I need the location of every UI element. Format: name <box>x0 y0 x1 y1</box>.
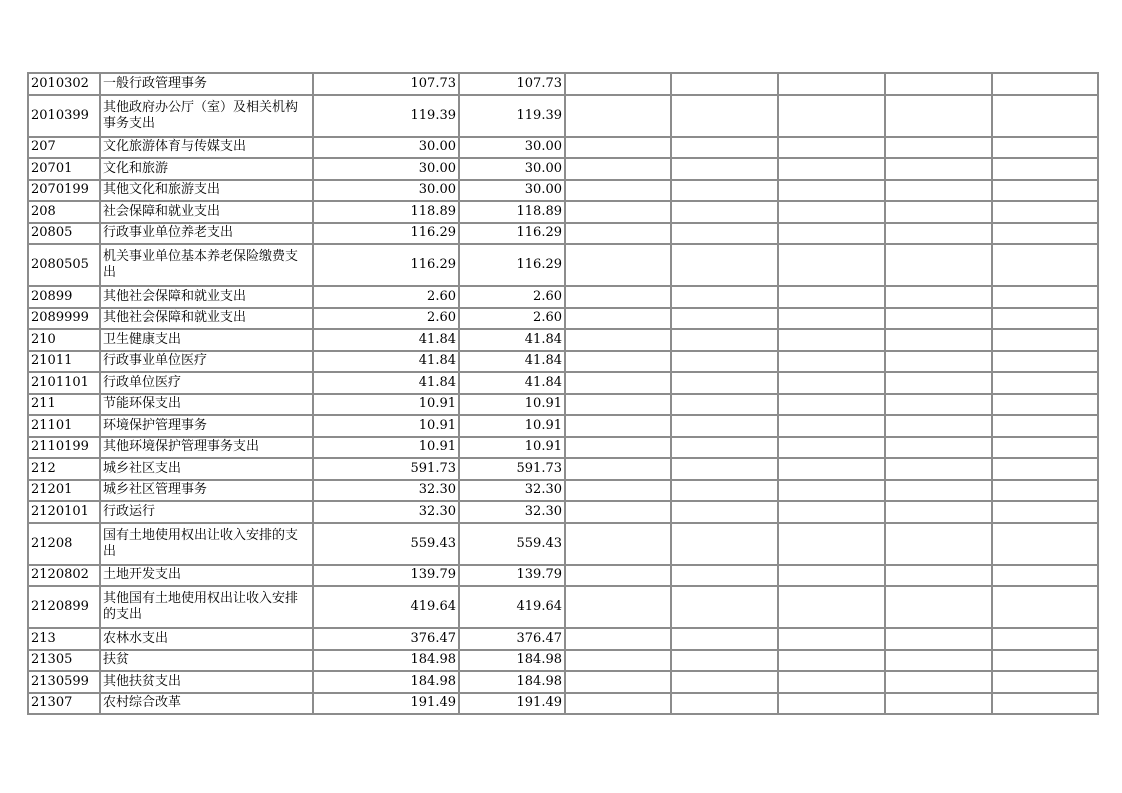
empty-cell <box>671 565 778 587</box>
empty-cell <box>671 458 778 480</box>
total-amount-cell: 41.84 <box>313 351 459 373</box>
empty-cell <box>885 394 992 416</box>
empty-cell <box>885 650 992 672</box>
subject-code-cell: 2010302 <box>28 73 100 95</box>
total-amount-cell: 30.00 <box>313 158 459 180</box>
basic-expenditure-cell: 10.91 <box>459 415 565 437</box>
subject-name-cell: 其他扶贫支出 <box>100 671 313 693</box>
empty-cell <box>671 201 778 223</box>
table-row <box>28 501 1098 523</box>
total-amount-cell: 419.64 <box>313 586 459 628</box>
empty-cell <box>992 671 1098 693</box>
subject-name-cell: 其他文化和旅游支出 <box>100 180 313 202</box>
empty-cell <box>885 458 992 480</box>
empty-cell <box>885 73 992 95</box>
subject-code-cell: 211 <box>28 394 100 416</box>
subject-code-cell: 20899 <box>28 286 100 308</box>
empty-cell <box>885 201 992 223</box>
table-row <box>28 523 1098 565</box>
empty-cell <box>885 586 992 628</box>
empty-cell <box>778 158 885 180</box>
total-amount-cell: 591.73 <box>313 458 459 480</box>
total-amount-cell: 30.00 <box>313 180 459 202</box>
total-amount-cell: 184.98 <box>313 671 459 693</box>
empty-cell <box>565 586 671 628</box>
basic-expenditure-cell: 30.00 <box>459 158 565 180</box>
subject-name-cell: 行政运行 <box>100 501 313 523</box>
empty-cell <box>992 329 1098 351</box>
table-row <box>28 693 1098 715</box>
empty-cell <box>565 372 671 394</box>
subject-name-cell: 其他社会保障和就业支出 <box>100 286 313 308</box>
empty-cell <box>671 286 778 308</box>
subject-code-cell: 20805 <box>28 223 100 245</box>
empty-cell <box>778 180 885 202</box>
basic-expenditure-cell: 116.29 <box>459 244 565 286</box>
empty-cell <box>671 586 778 628</box>
empty-cell <box>671 137 778 159</box>
empty-cell <box>778 329 885 351</box>
empty-cell <box>778 458 885 480</box>
empty-cell <box>885 565 992 587</box>
table-row <box>28 137 1098 159</box>
subject-name-cell: 环境保护管理事务 <box>100 415 313 437</box>
empty-cell <box>565 223 671 245</box>
subject-code-cell: 213 <box>28 628 100 650</box>
empty-cell <box>565 286 671 308</box>
empty-cell <box>778 244 885 286</box>
subject-code-cell: 2089999 <box>28 308 100 330</box>
total-amount-cell: 30.00 <box>313 137 459 159</box>
total-amount-cell: 10.91 <box>313 394 459 416</box>
subject-code-cell: 207 <box>28 137 100 159</box>
empty-cell <box>885 415 992 437</box>
table-row <box>28 286 1098 308</box>
empty-cell <box>778 693 885 715</box>
empty-cell <box>992 201 1098 223</box>
empty-cell <box>778 415 885 437</box>
empty-cell <box>671 628 778 650</box>
table-row <box>28 95 1098 137</box>
total-amount-cell: 10.91 <box>313 437 459 459</box>
empty-cell <box>885 693 992 715</box>
total-amount-cell: 119.39 <box>313 95 459 137</box>
subject-name-cell: 农村综合改革 <box>100 693 313 715</box>
empty-cell <box>778 95 885 137</box>
empty-cell <box>885 223 992 245</box>
total-amount-cell: 10.91 <box>313 415 459 437</box>
empty-cell <box>992 523 1098 565</box>
basic-expenditure-cell: 116.29 <box>459 223 565 245</box>
basic-expenditure-cell: 191.49 <box>459 693 565 715</box>
empty-cell <box>885 351 992 373</box>
table-row <box>28 415 1098 437</box>
basic-expenditure-cell: 41.84 <box>459 351 565 373</box>
empty-cell <box>778 223 885 245</box>
table-row <box>28 244 1098 286</box>
empty-cell <box>778 308 885 330</box>
empty-cell <box>778 650 885 672</box>
empty-cell <box>992 480 1098 502</box>
subject-code-cell: 212 <box>28 458 100 480</box>
empty-cell <box>778 628 885 650</box>
subject-name-cell: 一般行政管理事务 <box>100 73 313 95</box>
empty-cell <box>885 158 992 180</box>
empty-cell <box>671 501 778 523</box>
subject-code-cell: 21101 <box>28 415 100 437</box>
subject-code-cell: 2070199 <box>28 180 100 202</box>
empty-cell <box>565 244 671 286</box>
table-row <box>28 223 1098 245</box>
table-row <box>28 458 1098 480</box>
subject-code-cell: 2120802 <box>28 565 100 587</box>
empty-cell <box>565 501 671 523</box>
empty-cell <box>885 329 992 351</box>
empty-cell <box>671 394 778 416</box>
subject-name-cell: 文化旅游体育与传媒支出 <box>100 137 313 159</box>
empty-cell <box>778 394 885 416</box>
total-amount-cell: 184.98 <box>313 650 459 672</box>
empty-cell <box>992 180 1098 202</box>
empty-cell <box>992 394 1098 416</box>
subject-code-cell: 20701 <box>28 158 100 180</box>
empty-cell <box>992 693 1098 715</box>
empty-cell <box>992 73 1098 95</box>
empty-cell <box>565 628 671 650</box>
empty-cell <box>992 586 1098 628</box>
basic-expenditure-cell: 591.73 <box>459 458 565 480</box>
empty-cell <box>565 158 671 180</box>
empty-cell <box>671 415 778 437</box>
empty-cell <box>885 628 992 650</box>
total-amount-cell: 118.89 <box>313 201 459 223</box>
empty-cell <box>671 158 778 180</box>
empty-cell <box>885 480 992 502</box>
table-row <box>28 201 1098 223</box>
empty-cell <box>671 480 778 502</box>
total-amount-cell: 2.60 <box>313 308 459 330</box>
empty-cell <box>565 671 671 693</box>
basic-expenditure-cell: 30.00 <box>459 180 565 202</box>
empty-cell <box>778 351 885 373</box>
empty-cell <box>778 137 885 159</box>
empty-cell <box>885 244 992 286</box>
basic-expenditure-cell: 184.98 <box>459 650 565 672</box>
basic-expenditure-cell: 32.30 <box>459 480 565 502</box>
empty-cell <box>885 180 992 202</box>
empty-cell <box>778 523 885 565</box>
empty-cell <box>778 586 885 628</box>
empty-cell <box>565 73 671 95</box>
basic-expenditure-cell: 559.43 <box>459 523 565 565</box>
table-row <box>28 158 1098 180</box>
subject-code-cell: 2110199 <box>28 437 100 459</box>
empty-cell <box>565 415 671 437</box>
subject-code-cell: 21307 <box>28 693 100 715</box>
empty-cell <box>671 73 778 95</box>
empty-cell <box>992 501 1098 523</box>
empty-cell <box>778 73 885 95</box>
total-amount-cell: 32.30 <box>313 501 459 523</box>
subject-code-cell: 2101101 <box>28 372 100 394</box>
subject-name-cell: 文化和旅游 <box>100 158 313 180</box>
subject-code-cell: 208 <box>28 201 100 223</box>
empty-cell <box>565 201 671 223</box>
table-row <box>28 628 1098 650</box>
subject-name-cell: 行政单位医疗 <box>100 372 313 394</box>
empty-cell <box>778 286 885 308</box>
empty-cell <box>565 308 671 330</box>
table-row <box>28 565 1098 587</box>
empty-cell <box>671 351 778 373</box>
basic-expenditure-cell: 30.00 <box>459 137 565 159</box>
empty-cell <box>671 329 778 351</box>
subject-name-cell: 卫生健康支出 <box>100 329 313 351</box>
table-row <box>28 308 1098 330</box>
basic-expenditure-cell: 32.30 <box>459 501 565 523</box>
table-row <box>28 394 1098 416</box>
empty-cell <box>671 671 778 693</box>
subject-name-cell: 国有土地使用权出让收入安排的支出 <box>100 523 313 565</box>
empty-cell <box>992 437 1098 459</box>
empty-cell <box>992 223 1098 245</box>
subject-code-cell: 21201 <box>28 480 100 502</box>
empty-cell <box>671 308 778 330</box>
subject-name-cell: 城乡社区管理事务 <box>100 480 313 502</box>
basic-expenditure-cell: 119.39 <box>459 95 565 137</box>
empty-cell <box>671 372 778 394</box>
empty-cell <box>565 693 671 715</box>
empty-cell <box>992 137 1098 159</box>
basic-expenditure-cell: 41.84 <box>459 372 565 394</box>
budget-expenditure-table <box>27 72 1099 715</box>
subject-code-cell: 210 <box>28 329 100 351</box>
subject-name-cell: 其他社会保障和就业支出 <box>100 308 313 330</box>
empty-cell <box>992 95 1098 137</box>
subject-name-cell: 其他政府办公厅（室）及相关机构事务支出 <box>100 95 313 137</box>
basic-expenditure-cell: 2.60 <box>459 286 565 308</box>
empty-cell <box>671 523 778 565</box>
empty-cell <box>778 437 885 459</box>
basic-expenditure-cell: 118.89 <box>459 201 565 223</box>
empty-cell <box>992 244 1098 286</box>
subject-name-cell: 土地开发支出 <box>100 565 313 587</box>
total-amount-cell: 41.84 <box>313 372 459 394</box>
empty-cell <box>778 201 885 223</box>
empty-cell <box>885 501 992 523</box>
subject-name-cell: 行政事业单位医疗 <box>100 351 313 373</box>
table-row <box>28 180 1098 202</box>
empty-cell <box>565 650 671 672</box>
empty-cell <box>885 137 992 159</box>
empty-cell <box>778 480 885 502</box>
empty-cell <box>565 394 671 416</box>
empty-cell <box>565 437 671 459</box>
empty-cell <box>565 565 671 587</box>
subject-name-cell: 机关事业单位基本养老保险缴费支出 <box>100 244 313 286</box>
empty-cell <box>671 95 778 137</box>
total-amount-cell: 559.43 <box>313 523 459 565</box>
empty-cell <box>778 565 885 587</box>
empty-cell <box>565 137 671 159</box>
subject-name-cell: 城乡社区支出 <box>100 458 313 480</box>
basic-expenditure-cell: 2.60 <box>459 308 565 330</box>
empty-cell <box>671 244 778 286</box>
basic-expenditure-cell: 10.91 <box>459 394 565 416</box>
basic-expenditure-cell: 41.84 <box>459 329 565 351</box>
empty-cell <box>671 693 778 715</box>
empty-cell <box>565 180 671 202</box>
table-row <box>28 480 1098 502</box>
subject-code-cell: 2120899 <box>28 586 100 628</box>
subject-name-cell: 农林水支出 <box>100 628 313 650</box>
total-amount-cell: 41.84 <box>313 329 459 351</box>
empty-cell <box>992 565 1098 587</box>
empty-cell <box>565 351 671 373</box>
empty-cell <box>565 95 671 137</box>
subject-name-cell: 社会保障和就业支出 <box>100 201 313 223</box>
empty-cell <box>671 650 778 672</box>
empty-cell <box>885 95 992 137</box>
subject-name-cell: 节能环保支出 <box>100 394 313 416</box>
table-row <box>28 437 1098 459</box>
basic-expenditure-cell: 184.98 <box>459 671 565 693</box>
empty-cell <box>778 372 885 394</box>
table-row <box>28 351 1098 373</box>
subject-name-cell: 扶贫 <box>100 650 313 672</box>
empty-cell <box>992 286 1098 308</box>
empty-cell <box>992 415 1098 437</box>
total-amount-cell: 376.47 <box>313 628 459 650</box>
table-row <box>28 329 1098 351</box>
subject-name-cell: 其他环境保护管理事务支出 <box>100 437 313 459</box>
empty-cell <box>671 437 778 459</box>
empty-cell <box>565 480 671 502</box>
empty-cell <box>885 437 992 459</box>
basic-expenditure-cell: 419.64 <box>459 586 565 628</box>
empty-cell <box>565 458 671 480</box>
empty-cell <box>885 671 992 693</box>
basic-expenditure-cell: 10.91 <box>459 437 565 459</box>
total-amount-cell: 2.60 <box>313 286 459 308</box>
total-amount-cell: 107.73 <box>313 73 459 95</box>
table-row <box>28 73 1098 95</box>
basic-expenditure-cell: 107.73 <box>459 73 565 95</box>
subject-code-cell: 2010399 <box>28 95 100 137</box>
table-row <box>28 372 1098 394</box>
empty-cell <box>992 351 1098 373</box>
table-row <box>28 650 1098 672</box>
total-amount-cell: 191.49 <box>313 693 459 715</box>
empty-cell <box>885 308 992 330</box>
basic-expenditure-cell: 376.47 <box>459 628 565 650</box>
subject-code-cell: 21305 <box>28 650 100 672</box>
empty-cell <box>885 372 992 394</box>
empty-cell <box>992 158 1098 180</box>
empty-cell <box>885 523 992 565</box>
table-row <box>28 671 1098 693</box>
empty-cell <box>992 372 1098 394</box>
total-amount-cell: 116.29 <box>313 244 459 286</box>
subject-code-cell: 2130599 <box>28 671 100 693</box>
empty-cell <box>885 286 992 308</box>
empty-cell <box>992 458 1098 480</box>
subject-code-cell: 2120101 <box>28 501 100 523</box>
empty-cell <box>565 329 671 351</box>
total-amount-cell: 139.79 <box>313 565 459 587</box>
subject-name-cell: 行政事业单位养老支出 <box>100 223 313 245</box>
empty-cell <box>778 501 885 523</box>
subject-code-cell: 2080505 <box>28 244 100 286</box>
total-amount-cell: 116.29 <box>313 223 459 245</box>
subject-name-cell: 其他国有土地使用权出让收入安排的支出 <box>100 586 313 628</box>
empty-cell <box>992 628 1098 650</box>
table-row <box>28 586 1098 628</box>
empty-cell <box>992 308 1098 330</box>
subject-code-cell: 21011 <box>28 351 100 373</box>
empty-cell <box>671 223 778 245</box>
empty-cell <box>565 523 671 565</box>
empty-cell <box>992 650 1098 672</box>
basic-expenditure-cell: 139.79 <box>459 565 565 587</box>
empty-cell <box>671 180 778 202</box>
empty-cell <box>778 671 885 693</box>
subject-code-cell: 21208 <box>28 523 100 565</box>
total-amount-cell: 32.30 <box>313 480 459 502</box>
table-body <box>28 73 1098 714</box>
